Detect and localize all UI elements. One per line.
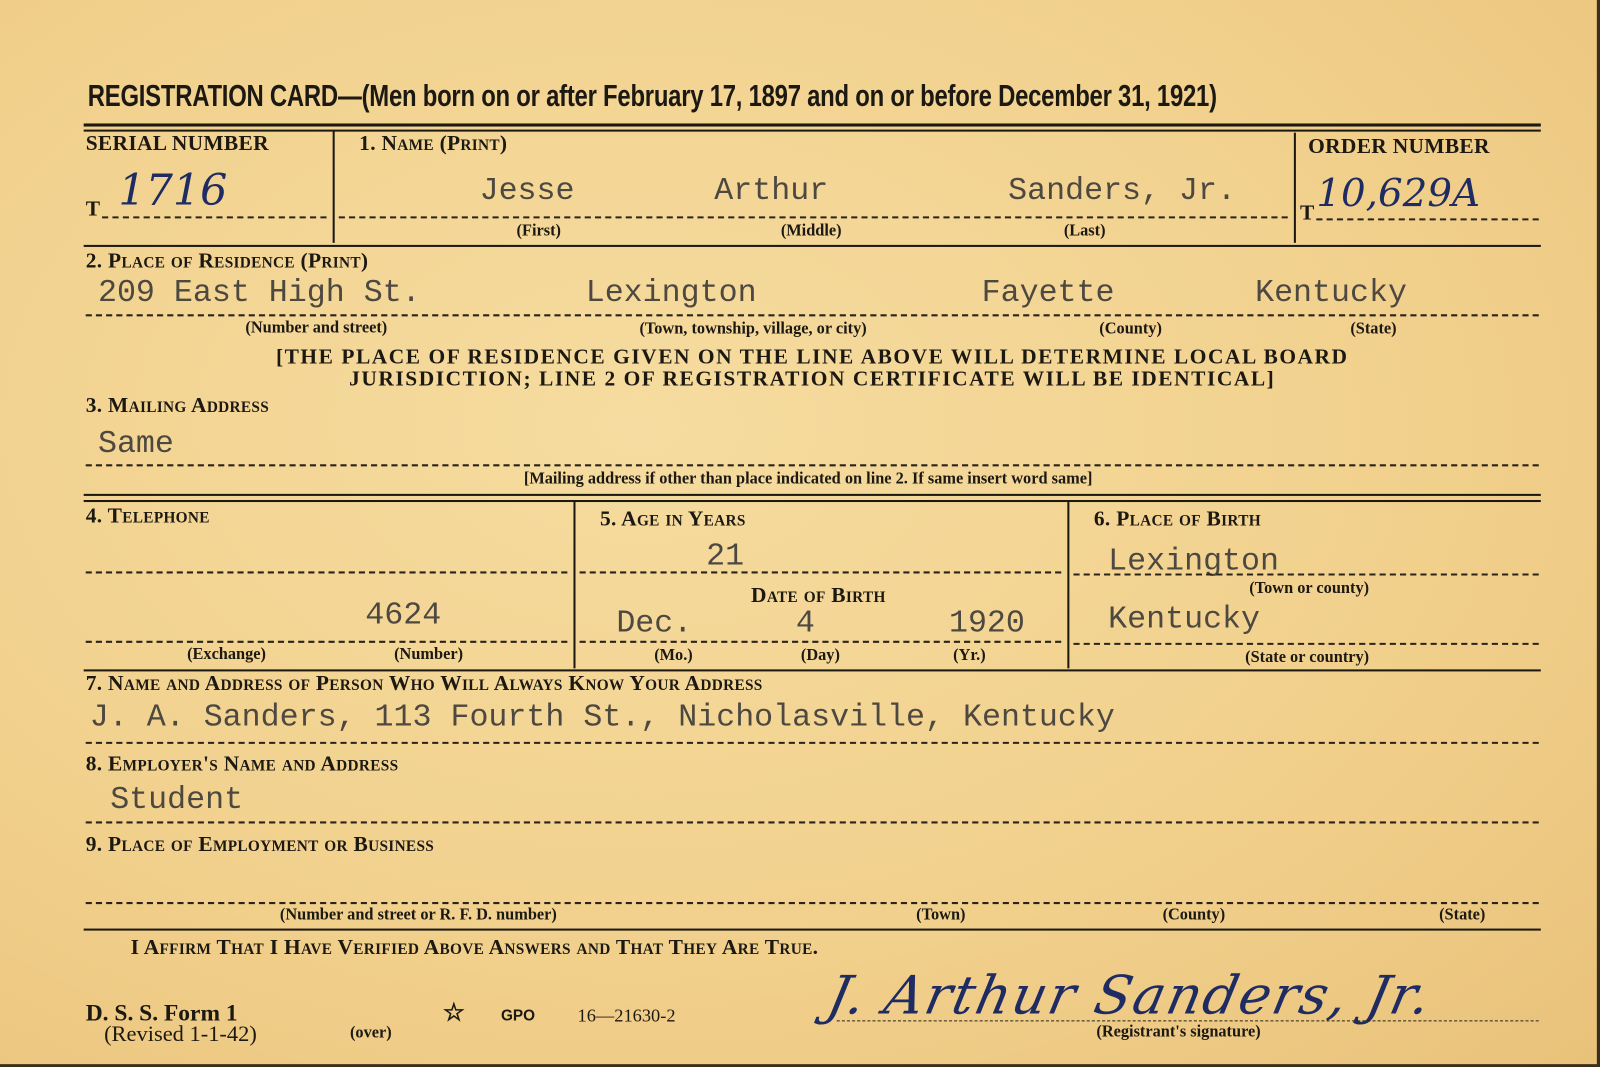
field-line bbox=[86, 464, 1539, 466]
field-line bbox=[580, 571, 1062, 573]
mailing-address-value: Same bbox=[97, 426, 174, 463]
order-prefix: T bbox=[1299, 199, 1315, 225]
middle-name-value: Arthur bbox=[714, 173, 829, 210]
first-caption: (First) bbox=[516, 222, 561, 240]
form-number: D. S. S. Form 1 bbox=[85, 999, 238, 1026]
divider bbox=[1067, 502, 1069, 668]
number-caption: (Number) bbox=[394, 645, 464, 664]
middle-caption: (Middle) bbox=[780, 222, 842, 240]
last-name-value: Sanders, Jr. bbox=[1008, 173, 1236, 210]
print-code: 16—21630-2 bbox=[577, 1005, 676, 1026]
birth-state-value: Kentucky bbox=[1108, 602, 1261, 638]
residence-town-value: Lexington bbox=[585, 275, 757, 312]
employment-street-caption: (Number and street or R. F. D. number) bbox=[279, 906, 557, 924]
field-line bbox=[1316, 218, 1538, 220]
field-line bbox=[102, 216, 326, 218]
field-line bbox=[86, 821, 1539, 823]
order-number-value: 10,629A bbox=[1316, 170, 1480, 216]
divider bbox=[84, 929, 1541, 931]
birth-month-value: Dec. bbox=[616, 606, 693, 642]
field-line bbox=[86, 641, 568, 643]
state-country-caption: (State or country) bbox=[1245, 648, 1370, 667]
age-label: 5. Age in Years bbox=[599, 506, 746, 531]
serial-prefix: T bbox=[85, 195, 101, 221]
employment-town-caption: (Town) bbox=[916, 906, 966, 924]
divider bbox=[84, 494, 1541, 496]
field-line bbox=[1073, 573, 1538, 575]
field-line bbox=[86, 742, 1539, 744]
divider bbox=[84, 500, 1541, 502]
employment-label: 9. Place of Employment or Business bbox=[85, 831, 435, 857]
contact-value: J. A. Sanders, 113 Fourth St., Nicholasville, Kentucky bbox=[89, 699, 1115, 736]
town-caption: (Town, township, village, or city) bbox=[639, 320, 867, 338]
over-note: (over) bbox=[349, 1024, 392, 1042]
jurisdiction-notice-line1: [THE PLACE OF RESIDENCE GIVEN ON THE LINE ABOVE WILL DETERMINE LOCAL BOARD bbox=[275, 343, 1349, 369]
month-caption: (Mo.) bbox=[654, 646, 693, 665]
form-revision: (Revised 1-1-42) bbox=[104, 1020, 257, 1046]
serial-number-label: SERIAL NUMBER bbox=[85, 130, 269, 156]
contact-label: 7. Name and Address of Person Who Will Always Know Your Address bbox=[85, 670, 763, 695]
signature-caption: (Registrant's signature) bbox=[1096, 1023, 1261, 1041]
divider bbox=[84, 245, 1541, 247]
divider bbox=[573, 502, 575, 668]
mailing-address-label: 3. Mailing Address bbox=[85, 392, 270, 418]
field-line bbox=[580, 641, 1062, 643]
divider bbox=[333, 131, 335, 243]
card-title: REGISTRATION CARD—(Men born on or after February 17, 1897 and on or before December 31, 1921) bbox=[87, 79, 1217, 114]
order-number-label: ORDER NUMBER bbox=[1308, 133, 1490, 159]
divider bbox=[1294, 133, 1296, 243]
birth-town-value: Lexington bbox=[1108, 543, 1280, 580]
divider bbox=[84, 130, 1541, 132]
employer-value: Student bbox=[110, 782, 244, 819]
residence-county-value: Fayette bbox=[981, 275, 1115, 312]
age-value: 21 bbox=[706, 538, 745, 575]
town-county-caption: (Town or county) bbox=[1249, 579, 1370, 597]
employer-label: 8. Employer's Name and Address bbox=[85, 751, 399, 776]
date-of-birth-label: Date of Birth bbox=[751, 582, 886, 608]
residence-state-value: Kentucky bbox=[1255, 275, 1407, 312]
field-line bbox=[86, 314, 1539, 316]
field-line bbox=[86, 902, 1539, 904]
telephone-number-value: 4624 bbox=[365, 597, 442, 634]
serial-number-value: 1716 bbox=[118, 165, 228, 216]
birthplace-label: 6. Place of Birth bbox=[1093, 506, 1261, 531]
residence-street-value: 209 East High St. bbox=[97, 275, 421, 312]
street-caption: (Number and street) bbox=[245, 319, 388, 337]
name-label: 1. Name (Print) bbox=[359, 130, 508, 156]
year-caption: (Yr.) bbox=[953, 646, 986, 665]
star-icon: ☆ bbox=[442, 999, 465, 1027]
divider bbox=[84, 123, 1541, 126]
residence-label: 2. Place of Residence (Print) bbox=[85, 247, 369, 273]
state-caption: (State) bbox=[1350, 320, 1397, 338]
day-caption: (Day) bbox=[800, 646, 840, 665]
registrant-signature: J. Arthur Sanders, Jr. bbox=[822, 965, 1438, 1027]
telephone-label: 4. Telephone bbox=[85, 503, 210, 528]
birth-day-value: 4 bbox=[795, 606, 815, 642]
birth-year-value: 1920 bbox=[948, 606, 1025, 642]
field-line bbox=[1073, 643, 1538, 645]
affirmation-text: I Affirm That I Have Verified Above Answers and That They Are True. bbox=[130, 934, 819, 960]
employment-state-caption: (State) bbox=[1439, 906, 1486, 924]
last-caption: (Last) bbox=[1063, 222, 1106, 240]
field-line bbox=[339, 216, 1288, 218]
first-name-value: Jesse bbox=[479, 173, 575, 210]
exchange-caption: (Exchange) bbox=[187, 645, 266, 664]
employment-county-caption: (County) bbox=[1162, 906, 1226, 924]
field-line bbox=[86, 571, 568, 573]
gpo-mark: GPO bbox=[501, 1007, 536, 1025]
jurisdiction-notice-line2: JURISDICTION; LINE 2 OF REGISTRATION CERTIFICATE WILL BE IDENTICAL] bbox=[349, 366, 1276, 391]
signature-line bbox=[837, 1020, 1539, 1021]
mailing-address-note: [Mailing address if other than place indicated on line 2. If same insert word same] bbox=[523, 470, 1093, 488]
county-caption: (County) bbox=[1099, 320, 1162, 338]
